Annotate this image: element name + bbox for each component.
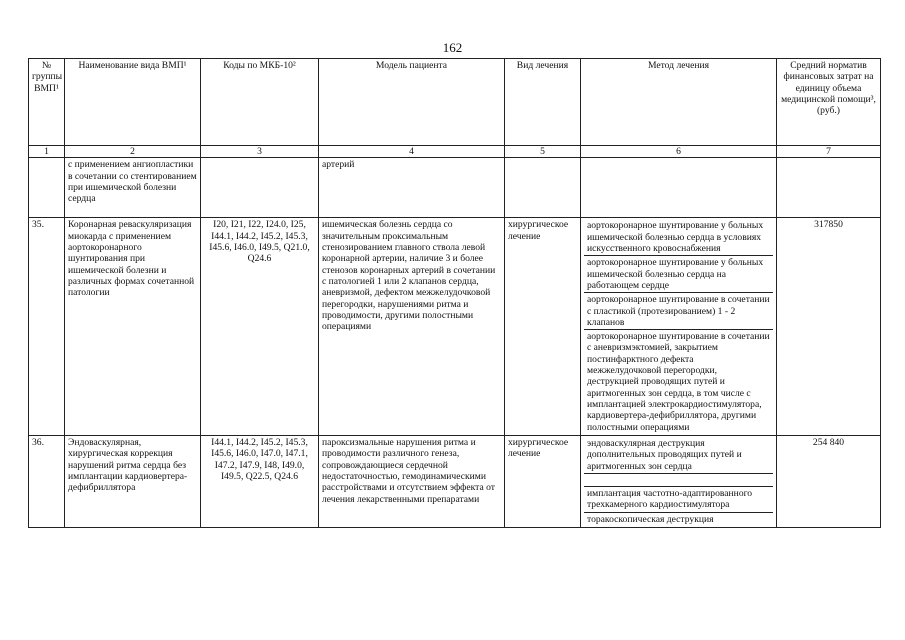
group-number-cell [29,158,65,218]
column-number: 1 [29,146,65,158]
header-vmp-name: Наименование вида ВМП¹ [65,59,201,146]
table-row-group-36 [29,435,881,527]
method-item: торакоскопическая деструкция [587,513,714,525]
group-number-cell: 35. [29,218,65,436]
treatment-method-cell [581,158,777,218]
treatment-method-cell [581,435,777,527]
header-row [29,59,881,146]
cost-cell [777,158,881,218]
column-number: 5 [505,146,581,158]
column-number: 3 [201,146,319,158]
method-item: аортокоронарное шунтирование в сочетании с пластикой (протезированием) 1 - 2 клапанов [584,293,773,330]
icd-codes-cell: I20, I21, I22, I24.0, I25, I44.1, I44.2, I45.2, I45.3, I45.6, I46.0, I49.5, Q21.0, Q24.6 [201,218,319,436]
method-spacer [584,474,773,487]
method-item: имплантация частотно-адаптированного трехкамерного кардиостимулятора [584,487,773,513]
header-group-number: № группы ВМП¹ [29,59,65,146]
patient-model-cell: артерий [319,158,505,218]
column-number: 4 [319,146,505,158]
icd-codes-cell: I44.1, I44.2, I45.2, I45.3, I45.6, I46.0, I47.0, I47.1, I47.2, I47.9, I48, I49.0, I49.5, Q22.5, Q24.6 [201,435,319,527]
group-number-cell: 36. [29,435,65,527]
header-treatment-method: Метод лечения [581,59,777,146]
table-row-continuation [29,158,881,218]
table-row-group-35 [29,218,881,436]
patient-model-cell: ишемическая болезнь сердца со значительным проксимальным стенозированием главного ствола левой коронарной артерии, наличие 3 и более стенозов коронарных артерий в сочетании с патологией 1 или 2 клапанов сердца, аневризмой, дефектом межжелудочковой перегородки, нарушениями ритма и проводимости, другими полостными операциями [319,218,505,436]
vmp-name-cell: Коронарная реваскуляризация миокарда с применением аортокоронарного шунтирования при ишемической болезни и различных формах сочетанной патологии [65,218,201,436]
vmp-name-cell: Эндоваскулярная, хирургическая коррекция нарушений ритма сердца без имплантации кардиовертера-дефибриллятора [65,435,201,527]
column-number: 2 [65,146,201,158]
vmp-name-cell: с применением ангиопластики в сочетании со стентированием при ишемической болезни сердца [65,158,201,218]
method-item: аортокоронарное шунтирование у больных ишемической болезнью сердца на работающем сердце [584,256,773,293]
treatment-type-cell: хирургическое лечение [505,218,581,436]
icd-codes-cell [201,158,319,218]
vmp-table [28,58,881,528]
cost-cell: 254 840 [777,435,881,527]
cost-cell: 317850 [777,218,881,436]
treatment-type-cell [505,158,581,218]
patient-model-cell: пароксизмальные нарушения ритма и проводимости различного генеза, сопровождающиеся сердечной недостаточностью, гемодинамическими расстройствами и отсутствием эффекта от лечения лекарственными препаратами [319,435,505,527]
treatment-type-cell: хирургическое лечение [505,435,581,527]
header-treatment-type: Вид лечения [505,59,581,146]
header-icd-codes: Коды по МКБ-10² [201,59,319,146]
column-number-row [29,146,881,158]
method-item: аортокоронарное шунтирование в сочетании с аневризмэктомией, закрытием постинфарктного дефекта межжелудочковой перегородки, деструкцией проводящих путей и аритмогенных зон сердца, в том числе с имплантацией электрокардиостимулятора, кардиовертера-дефибриллятора, другими полостными операциями [587,331,770,433]
page-number: 162 [442,40,463,55]
column-number: 6 [581,146,777,158]
column-number: 7 [777,146,881,158]
method-item: эндоваскулярная деструкция дополнительных проводящих путей и аритмогенных зон сердца [584,437,773,474]
method-item: аортокоронарное шунтирование у больных ишемической болезнью сердца в условиях искусственного кровоснабжения [584,219,773,256]
header-patient-model: Модель пациента [319,59,505,146]
treatment-method-cell [581,218,777,436]
header-cost-norm: Средний норматив финансовых затрат на единицу объема медицинской помощи³, (руб.) [777,59,881,146]
